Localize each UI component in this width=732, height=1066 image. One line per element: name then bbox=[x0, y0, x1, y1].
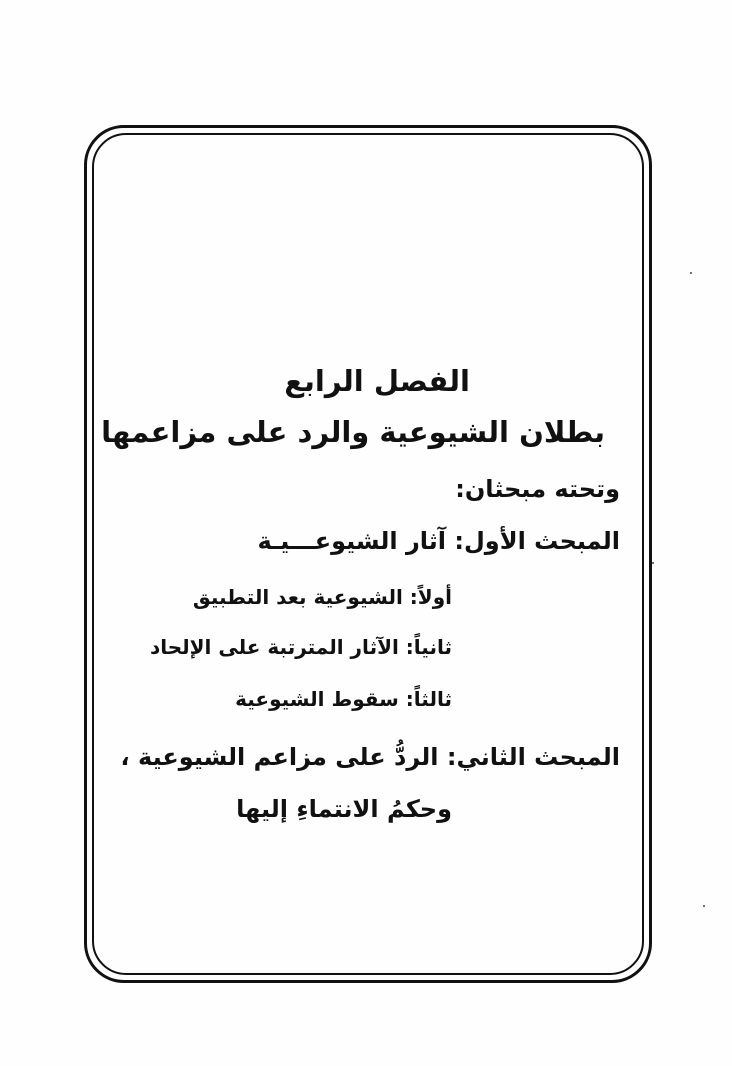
section-1-item-2: ثانياً: الآثار المترتبة على الإلحاد bbox=[149, 635, 452, 659]
scan-speck bbox=[690, 272, 692, 274]
section-heading-2: المبحث الثاني: الردُّ على مزاعم الشيوعية ، bbox=[120, 743, 620, 771]
section-1-item-3: ثالثاً: سقوط الشيوعية bbox=[235, 687, 452, 711]
section-heading-1: المبحث الأول: آثار الشيوعـــيـة bbox=[257, 527, 620, 555]
section-1-item-1: أولاً: الشيوعية بعد التطبيق bbox=[192, 585, 452, 609]
intro-text: وتحته مبحثان: bbox=[455, 475, 620, 503]
scan-speck bbox=[703, 905, 705, 907]
chapter-title: بطلان الشيوعية والرد على مزاعمها bbox=[101, 415, 605, 449]
section-heading-2-continuation: وحكمُ الانتماءِ إليها bbox=[236, 795, 452, 823]
chapter-number: الفصل الرابع bbox=[284, 364, 470, 398]
scan-speck bbox=[652, 562, 654, 564]
